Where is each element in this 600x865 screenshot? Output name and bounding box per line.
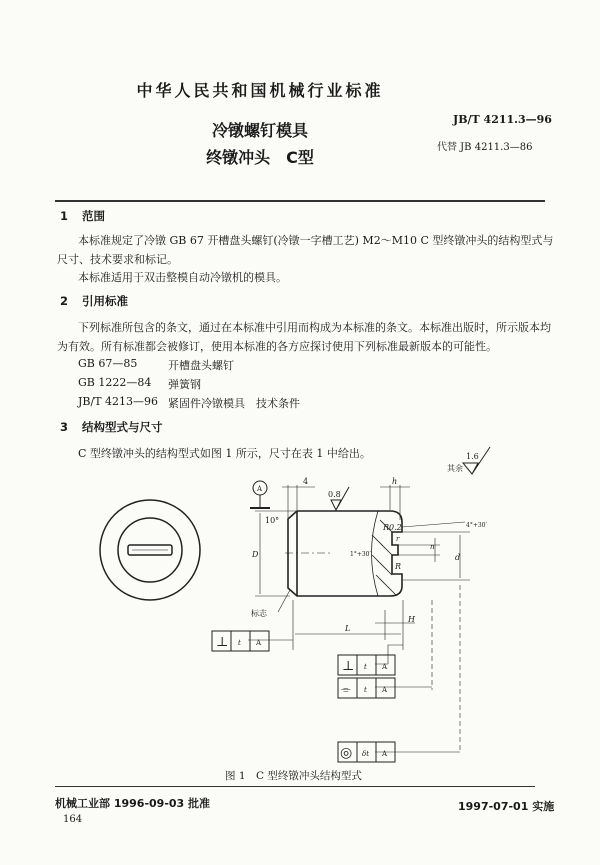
effective-date: 1997-07-01 实施 xyxy=(458,800,555,813)
reference-code: JB/T 4213—96 xyxy=(78,395,159,408)
footer-rule xyxy=(55,786,535,787)
tol-value: t xyxy=(238,639,241,647)
tol-datum: A xyxy=(256,639,262,647)
symmetry-icon: ⌯ xyxy=(341,682,351,696)
perpendicularity-icon: ⊥ xyxy=(216,635,229,650)
tol-datum: A xyxy=(382,686,388,694)
reference-name: 紧固件冷镦模具 技术条件 xyxy=(168,397,300,410)
section-1-para: 本标准适用于双击整模自动冷镦机的模具。 xyxy=(78,271,287,284)
tol-value: t xyxy=(364,663,367,671)
section-2-para: 为有效。所有标准都会被修订，使用本标准的各方应探讨使用下列标准最新版本的可能性。 xyxy=(57,340,497,353)
angle-1: 1°+30′ xyxy=(350,551,371,558)
tol-value: δt xyxy=(362,750,370,758)
roughness-other-label: 其余 xyxy=(447,464,463,473)
section-1-para: 本标准规定了冷镦 GB 67 开槽盘头螺钉(冷镦一字槽工艺) M2～M10 C 型终镦冲头的结构型式与 xyxy=(78,234,554,247)
dim-r: r xyxy=(396,535,400,543)
reference-name: 开槽盘头螺钉 xyxy=(168,359,234,372)
dim-d: d xyxy=(455,553,461,562)
dim-L: L xyxy=(345,624,351,633)
figure-caption: 图 1 C 型终镦冲头结构型式 xyxy=(225,770,362,782)
reference-code: GB 67—85 xyxy=(78,357,138,370)
section-2-heading: 2 引用标准 xyxy=(60,294,129,308)
end-view xyxy=(100,500,200,600)
tolerance-frames xyxy=(212,631,395,762)
concentricity-icon: ◎ xyxy=(340,745,353,761)
dim-n: n xyxy=(430,543,435,551)
issuing-body: 中华人民共和国机械行业标准 xyxy=(136,81,384,100)
angle-4: 4°+30′ xyxy=(466,522,487,529)
mark-label: 标志 xyxy=(251,609,267,618)
tol-datum: A xyxy=(382,663,388,671)
section-1-heading: 1 范围 xyxy=(60,209,106,223)
radius-r02: R0.2 xyxy=(383,523,402,532)
dim-R: R xyxy=(395,562,402,571)
replaces-standard: 代替 JB 4211.3—86 xyxy=(437,142,533,153)
dim-D: D xyxy=(252,550,259,559)
datum-label: A xyxy=(257,485,263,493)
section-1-para: 尺寸、技术要求和标记。 xyxy=(57,253,178,266)
dim-H: H xyxy=(408,615,415,624)
roughness-other: 1.6 xyxy=(466,452,479,461)
page-number: 164 xyxy=(63,814,83,825)
reference-code: GB 1222—84 xyxy=(78,376,152,389)
standard-number: JB/T 4211.3—96 xyxy=(453,113,552,126)
approval-date: 机械工业部 1996-09-03 批准 xyxy=(55,797,211,810)
perpendicularity-icon: ⊥ xyxy=(342,659,355,674)
document-title-line2: 终镦冲头 C型 xyxy=(206,148,314,167)
section-3-heading: 3 结构型式与尺寸 xyxy=(60,420,163,434)
reference-name: 弹簧钢 xyxy=(168,378,201,391)
tol-datum: A xyxy=(382,750,388,758)
tol-value: t xyxy=(364,686,367,694)
document-title-line1: 冷镦螺钉模具 xyxy=(211,121,308,140)
section-2-para: 下列标准所包含的条文，通过在本标准中引用而构成为本标准的条文。本标准出版时，所示版本均 xyxy=(78,321,551,334)
dim-h: h xyxy=(392,477,398,486)
section-3-para: C 型终镦冲头的结构型式如图 1 所示，尺寸在表 1 中给出。 xyxy=(78,447,371,460)
dim-4: 4 xyxy=(303,477,309,486)
angle-10: 10° xyxy=(265,516,280,525)
roughness-top: 0.8 xyxy=(328,490,341,499)
